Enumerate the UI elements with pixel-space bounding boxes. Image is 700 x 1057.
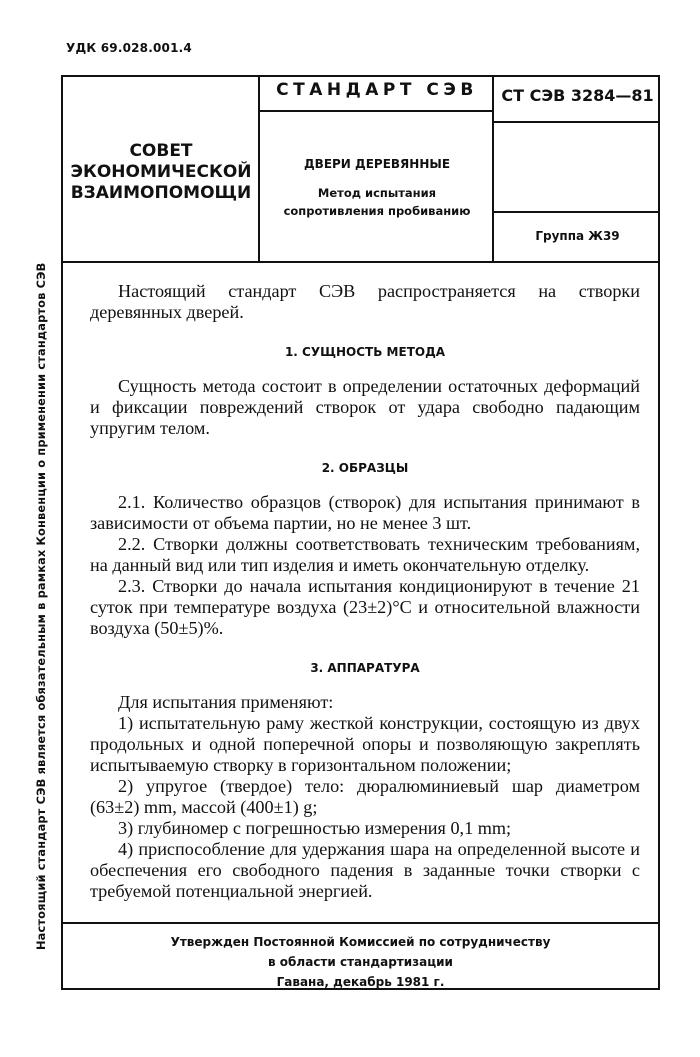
subtitle-line-2: сопротивления пробиванию — [283, 204, 471, 218]
document-body — [90, 281, 640, 902]
group-rule — [494, 211, 660, 213]
apparatus-item-3: 3) глубиномер с погрешностью измерения 0,1 mm; — [118, 818, 512, 838]
apparatus-item-2: 2) упругое (твердое) тело: дюралюминиевый шар диаметром (63±2) mm, массой (400±1) g; — [90, 776, 640, 817]
group-code: Группа Ж39 — [535, 229, 620, 243]
council-line-3: ВЗАИМОПОМОЩИ — [70, 183, 252, 203]
subtitle-line-1: Метод испытания — [317, 186, 437, 200]
approval-line-3: Гавана, декабрь 1981 г. — [276, 975, 445, 989]
intro-paragraph: Настоящий стандарт СЭВ распространяется на створки деревянных дверей. — [90, 281, 640, 322]
council-name — [63, 141, 259, 204]
section-heading-3: 3. АППАРАТУРА — [310, 661, 420, 675]
section-heading-1: 1. СУЩНОСТЬ МЕТОДА — [284, 345, 446, 359]
clause-2-3: 2.3. Створки до начала испытания кондиционируют в течение 21 суток при температуре воздуха (23±2)°C и относительной влажности воздуха (50±5)%. — [90, 576, 640, 638]
standard-number: СТ СЭВ 3284—81 — [501, 86, 654, 105]
side-note: Настоящий стандарт СЭВ является обязательным в рамках Конвенции о применении стандартов СЭВ — [34, 262, 48, 950]
approval-line-1: Утвержден Постоянной Комиссией по сотрудничеству — [170, 935, 551, 949]
clause-2-2: 2.2. Створки должны соответствовать техническим требованиям, на данный вид или тип изделия и иметь окончательную отделку. — [90, 534, 640, 575]
apparatus-item-4: 4) приспособление для удержания шара на определенной высоте и обеспечения его свободного падения в заданные точки створки с требуемой потенциальной энергией. — [90, 839, 640, 901]
council-line-2: ЭКОНОМИЧЕСКОЙ — [70, 162, 252, 182]
header-top-line — [61, 75, 660, 77]
document-title: ДВЕРИ ДЕРЕВЯННЫЕ — [303, 157, 451, 171]
approval-note — [63, 932, 658, 992]
section-heading-2: 2. ОБРАЗЦЫ — [321, 461, 409, 475]
standard-number-rule — [494, 121, 660, 123]
approval-line-2: в области стандартизации — [268, 955, 453, 969]
apparatus-intro: Для испытания применяют: — [118, 692, 334, 712]
standard-label: СТАНДАРТ СЭВ — [276, 80, 478, 100]
header-bottom-line — [61, 261, 660, 263]
standard-label-rule — [260, 110, 492, 112]
clause-2-1: 2.1. Количество образцов (створок) для испытания принимают в зависимости от объема партии, но не менее 3 шт. — [90, 492, 640, 533]
council-line-1: СОВЕТ — [129, 141, 193, 161]
udc-code: УДК 69.028.001.4 — [66, 41, 192, 55]
footer-rule — [61, 922, 660, 924]
apparatus-item-1: 1) испытательную раму жесткой конструкции, состоящую из двух продольных и одной поперечной опоры и позволяющую закреплять испытываемую створку в горизонтальном положении; — [90, 713, 640, 775]
section-1-paragraph: Сущность метода состоит в определении остаточных деформаций и фиксации повреждений створок от удара свободно падающим упругим телом. — [90, 376, 640, 438]
header-divider-right — [492, 75, 494, 263]
document-subtitle — [262, 184, 492, 220]
